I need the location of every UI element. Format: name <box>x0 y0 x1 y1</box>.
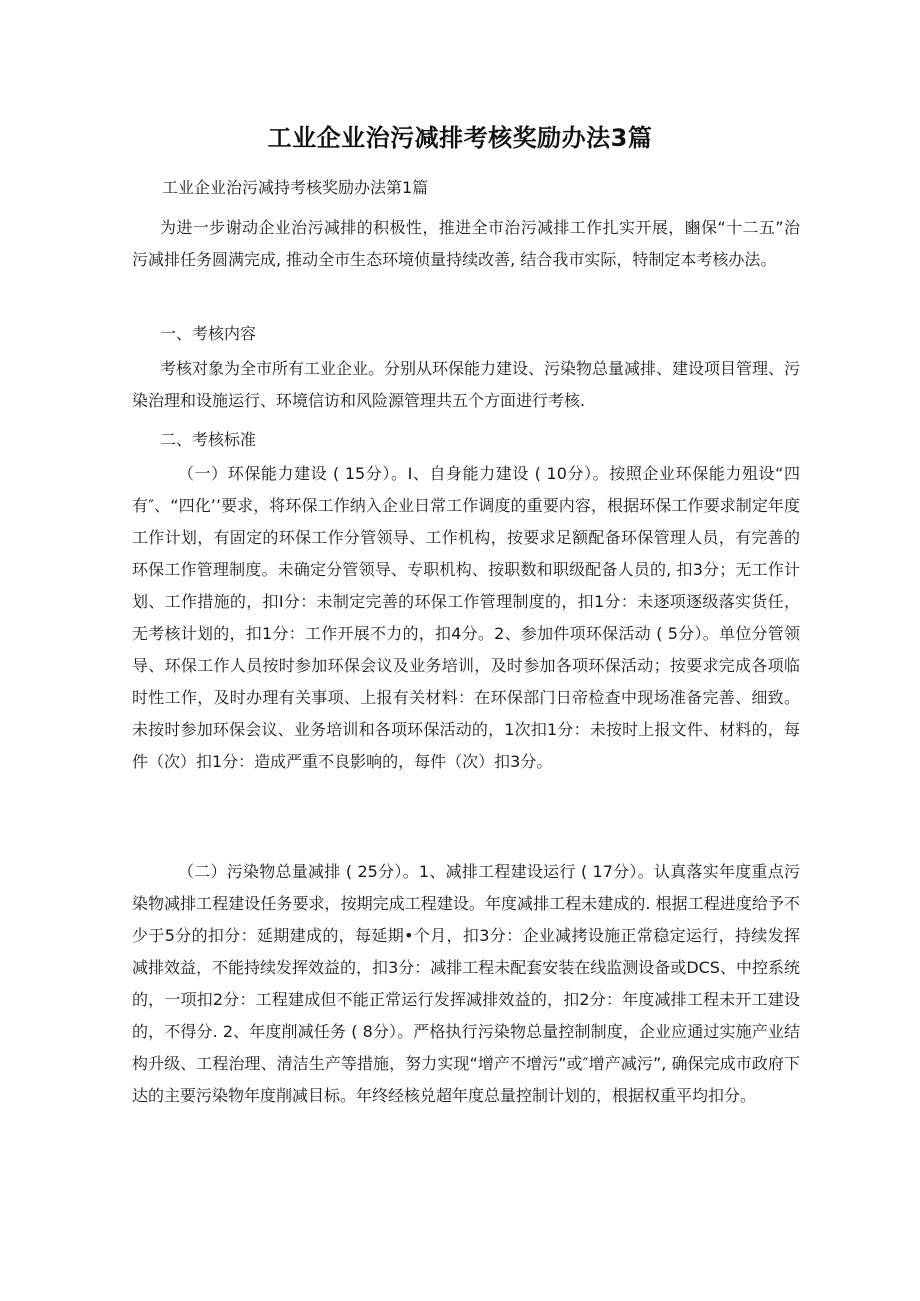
env-capacity-paragraph: （一）环保能力建设 ( 15分）。I、自身能力建设 ( 10分）。按照企业环保能力殂设“四有″、“四化’’要求，将环保工作纳入企业日常工作调度的重要内容，根据环保工作要求制定年度工作计划，有固定的环保工作分管领导、工作机构，按要求足额配备环保管理人员，有完善的环保工作管理制度。未确定分管领导、专职机构、按职数和职级配备人员的, 扣3分；无工作计划、工作措施的，扣I分：未制定完善的环保工作管理制度的，扣1分：未逐项逐级落实货任，无考核计划的，扣1分：工作开展不力的，扣4分。2、参加件项环保活动 ( 5分）。单位分管领导、环保工作人员按时参加环保会议及业务培训，及时参加各项环保活动；按要求完成各项临时性工作，及时办理有关事项、上报有关材料：在环保部门日帝检查中现场准备完善、细致。未按时参加环保会议、业务培训和各项环保活动的，1次扣1分：未按时上报文件、材料的，每件（次）扣1分：造成严重不良影响的，每件（次）扣3分。 <box>132 464 800 771</box>
section-heading-standards: 二、考核标准 <box>160 430 257 449</box>
intro-paragraph: 为进一步谢动企业治污减排的积极性，推进全市治污减排工作扎实开展，豳保“十二五”治污减排任务圆满完成, 推动全市生态环境侦量持续改善, 结合我市实际，特制定本考核办法。 <box>132 218 800 269</box>
page-title: 工业企业治污减排考核奖励办法3篇 <box>267 124 653 152</box>
pollution-reduction-paragraph: （二）污染物总量减排 ( 25分）。1、减排工程建设运行 ( 17分）。认真落实年度重点污染物减排工程建设任务要求，按期完成工程建设。年度减排工程未建成的. 根据工程进度给予不少于5分的扣分：延期建成的，每延期•个月，扣3分：企业减拷设施正常稳定运行，持续发挥减排效益，不能持续发挥效益的，扣3分：减排工程未配套安装在线监测设备或DCS、中控系统的，一项扣2分：工程建成但不能正常运行发挥减排效益的，扣2分：年度减排工程未开工建设的，不得分. 2、年度削减任务 ( 8分）。严格执行污染物总量控制制度，企业应通过实施产业结构升级、工程治理、清洁生产等措施，努力实现“增产不增污”或″增产减污”, 确保完成市政府下达的主要污染物年度削减目标。年终经核兑超年度总量控制计划的，根据权重平均扣分。 <box>132 862 800 1105</box>
section-heading-content: 一、考核内容 <box>160 324 257 343</box>
document-subtitle: 工业企业治污减持考核奖励办法第1篇 <box>162 178 429 197</box>
section-content-paragraph: 考核对象为全市所有工业企业。分别从环保能力建设、污染物总量减排、建设项目管理、污染治理和设施运行、环境信访和风险源管理共五个方面进行考核. <box>132 359 801 410</box>
